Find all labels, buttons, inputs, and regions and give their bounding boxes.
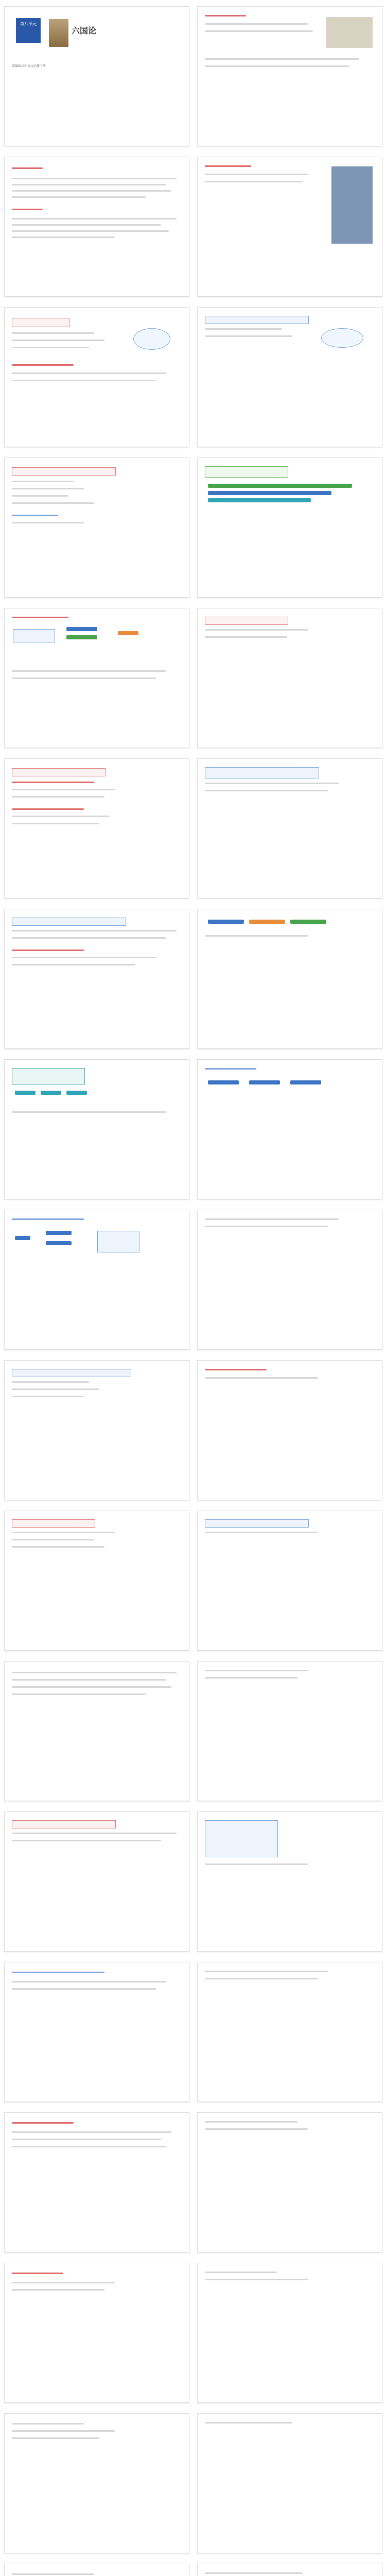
slide-r15 <box>193 2106 386 2257</box>
slide-r6 <box>193 752 386 903</box>
slide-r5 <box>193 602 386 752</box>
slide-r13 <box>193 1805 386 1956</box>
slide-r18 <box>193 2557 386 2576</box>
slide-vocab-3 <box>0 1354 193 1504</box>
slide-diagram-1 <box>0 1204 193 1354</box>
slide-text-a <box>0 2106 193 2257</box>
slide-paragraph-3 <box>0 1956 193 2106</box>
slide-r3 <box>193 301 386 451</box>
slide-text-d <box>0 2557 193 2576</box>
slide-r17 <box>193 2407 386 2557</box>
slide-text-b <box>0 2257 193 2407</box>
slide-teal-box <box>0 1053 193 1204</box>
slide-r14 <box>193 1956 386 2106</box>
slide-analysis <box>0 903 193 1053</box>
unit-badge: 第八单元 <box>16 18 41 43</box>
slide-vocab-1 <box>0 301 193 451</box>
slide-r1 <box>193 0 386 150</box>
slide-cover <box>0 0 193 150</box>
slide-vocab-4 <box>0 1504 193 1655</box>
slide-paragraph-2 <box>0 1805 193 1956</box>
slide-r10 <box>193 1354 386 1504</box>
slide-intro <box>0 150 193 301</box>
right-column <box>193 0 386 2576</box>
portrait-image <box>49 19 68 47</box>
slide-r11 <box>193 1504 386 1655</box>
cover-subtitle: 部编版高中语文必修下册 <box>12 64 46 68</box>
slide-paragraph-1 <box>0 1655 193 1805</box>
slide-r9 <box>193 1204 386 1354</box>
slide-r12 <box>193 1655 386 1805</box>
slide-r8 <box>193 1053 386 1204</box>
cover-title: 六国论 <box>72 26 97 36</box>
slide-structure <box>0 602 193 752</box>
slide-text-c <box>0 2407 193 2557</box>
slide-r16 <box>193 2257 386 2407</box>
slide-r2 <box>193 150 386 301</box>
slide-red-text <box>0 752 193 903</box>
slide-r7 <box>193 903 386 1053</box>
slide-r4 <box>193 451 386 602</box>
slide-vocab-2 <box>0 451 193 602</box>
